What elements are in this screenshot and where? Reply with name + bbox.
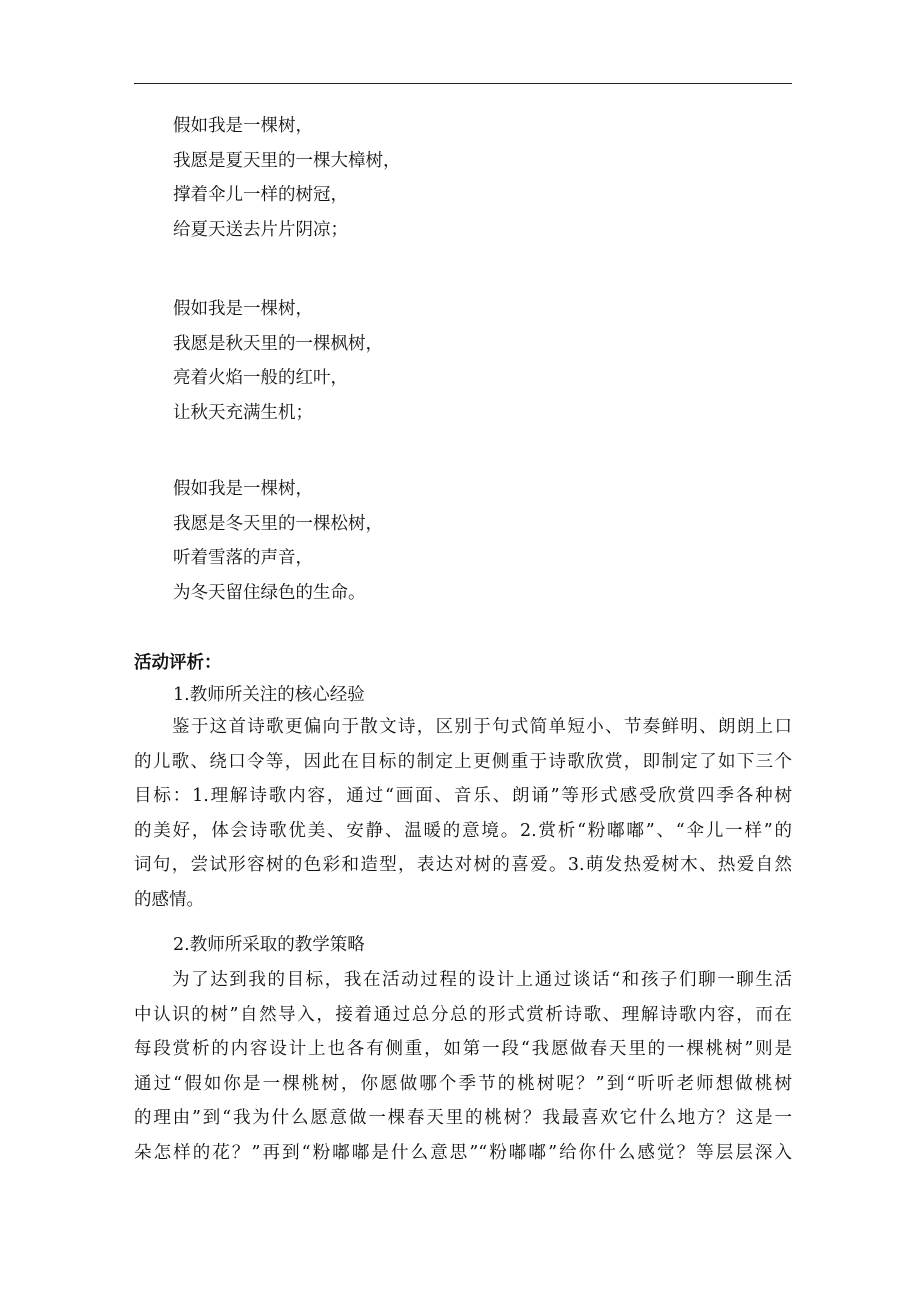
- paragraph-line: 的感情。: [134, 889, 204, 910]
- header-rule: [134, 83, 792, 84]
- poem-line: 为冬天留住绿色的生命。: [173, 582, 366, 603]
- paragraph-line: 为了达到我的目标，我在活动过程的设计上通过谈话“和孩子们聊一聊生活: [172, 970, 792, 990]
- poem-line: 亮着火焰一般的红叶，: [173, 368, 348, 388]
- poem-line: 听着雪落的声音，: [173, 548, 313, 568]
- poem-line: 我愿是秋天里的一棵枫树，: [173, 333, 383, 354]
- paragraph-line: 每段赏析的内容设计上也各有侧重，如第一段“我愿做春天里的一棵桃树”则是: [134, 1039, 792, 1059]
- section-title-teaching-strategy: 2.教师所采取的教学策略: [173, 935, 365, 955]
- paragraph-line: 目标：1.理解诗歌内容，通过“画面、音乐、朗诵”等形式感受欣赏四季各种树: [134, 786, 792, 806]
- paragraph-core-experience: [134, 710, 792, 917]
- section-title-core-experience: 1.教师所关注的核心经验: [173, 685, 365, 705]
- poem-line: 假如我是一棵树，: [173, 116, 313, 136]
- analysis-heading: 活动评析：: [134, 653, 222, 673]
- poem-line: 给夏天送去片片阴凉；: [173, 219, 348, 240]
- paragraph-teaching-strategy: [134, 963, 792, 1170]
- paragraph-line: 朵怎样的花？”再到“粉嘟嘟是什么意思”“粉嘟嘟”给你什么感觉？等层层深入: [134, 1142, 792, 1163]
- poem-line: 我愿是夏天里的一棵大樟树，: [173, 150, 401, 171]
- poem-line: 假如我是一棵树，: [173, 479, 313, 499]
- paragraph-line: 的美好，体会诗歌优美、安静、温暖的意境。2.赏析“粉嘟嘟”、“伞儿一样”的: [134, 820, 792, 841]
- poem-line: 撑着伞儿一样的树冠，: [173, 185, 348, 205]
- poem-line: 让秋天充满生机；: [173, 402, 313, 423]
- poem-line: 假如我是一棵树，: [173, 299, 313, 319]
- paragraph-line: 的理由”到“我为什么愿意做一棵春天里的桃树？我最喜欢它什么地方？这是一: [134, 1108, 792, 1128]
- paragraph-line: 中认识的树”自然导入，接着通过总分总的形式赏析诗歌、理解诗歌内容，而在: [134, 1004, 792, 1025]
- poem-stanza-autumn: [173, 292, 383, 430]
- paragraph-line: 鉴于这首诗歌更偏向于散文诗，区别于句式简单短小、节奏鲜明、朗朗上口: [172, 717, 792, 737]
- paragraph-line: 的儿歌、绕口令等，因此在目标的制定上更侧重于诗歌欣赏，即制定了如下三个: [134, 751, 792, 772]
- paragraph-line: 通过“假如你是一棵桃树，你愿做哪个季节的桃树呢？”到“听听老师想做桃树: [134, 1073, 792, 1094]
- paragraph-line: 词句，尝试形容树的色彩和造型，表达对树的喜爱。3.萌发热爱树木、热爱自然: [134, 855, 792, 875]
- poem-stanza-winter: [173, 472, 383, 610]
- poem-stanza-summer: [173, 109, 401, 247]
- poem-line: 我愿是冬天里的一棵松树，: [173, 513, 383, 534]
